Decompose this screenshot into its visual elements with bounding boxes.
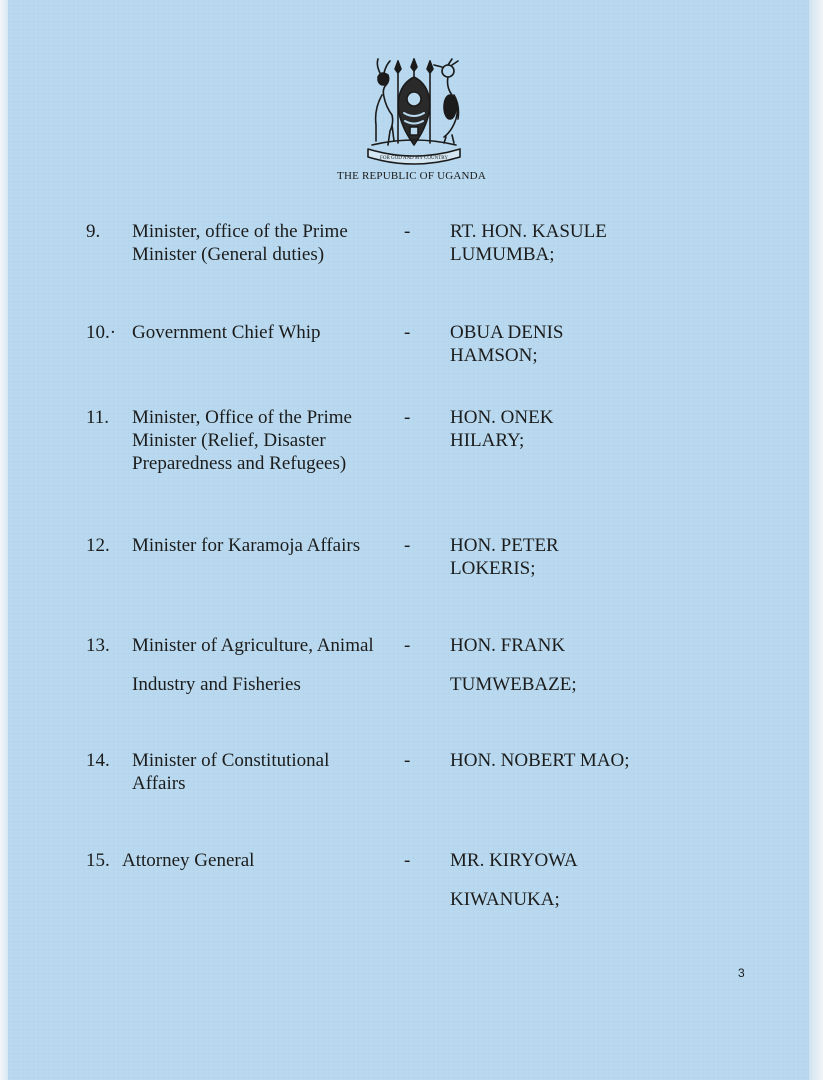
ministerial-office: Minister, office of the Prime Minister (General duties) (132, 221, 348, 265)
ministerial-office: Attorney General (122, 850, 255, 871)
appointee-name: HON. PETER LOKERIS; (450, 535, 559, 579)
separator-dash: - (404, 635, 411, 656)
ministerial-office: Minister, Office of the Prime Minister (Relief, Disaster Preparedness and Refugees) (132, 407, 352, 474)
separator-dash: - (404, 850, 411, 871)
appointee-name: OBUA DENIS HAMSON; (450, 322, 564, 366)
separator-dash: - (404, 535, 411, 556)
item-number: 10.· (86, 322, 117, 343)
appointee-name: RT. HON. KASULE LUMUMBA; (450, 221, 607, 265)
scan-right-edge (809, 0, 823, 1080)
separator-dash: - (404, 750, 411, 771)
appointee-name: MR. KIRYOWA KIWANUKA; (450, 850, 577, 910)
ministerial-office: Government Chief Whip (132, 322, 321, 343)
seal-motto: FOR GOD AND MY COUNTRY (380, 156, 448, 161)
ministerial-office: Minister of Agriculture, Animal Industry and Fisheries (132, 635, 374, 695)
appointee-name: HON. ONEK HILARY; (450, 407, 554, 451)
item-number: 12. (86, 535, 110, 556)
uganda-coat-of-arms-seal (358, 55, 470, 167)
item-number: 11. (86, 407, 110, 428)
item-number: 14. (86, 750, 110, 771)
country-heading: THE REPUBLIC OF UGANDA (337, 170, 486, 182)
page-number: 3 (738, 966, 745, 980)
item-number: 15. (86, 850, 110, 871)
separator-dash: - (404, 407, 411, 428)
appointee-name: HON. FRANK TUMWEBAZE; (450, 635, 577, 695)
scan-left-edge (0, 0, 8, 1080)
separator-dash: - (404, 221, 411, 242)
item-number: 13. (86, 635, 110, 656)
item-number: 9. (86, 221, 101, 242)
appointee-name: HON. NOBERT MAO; (450, 750, 630, 771)
separator-dash: - (404, 322, 411, 343)
ministerial-office: Minister of Constitutional Affairs (132, 750, 330, 794)
ministerial-office: Minister for Karamoja Affairs (132, 535, 361, 556)
